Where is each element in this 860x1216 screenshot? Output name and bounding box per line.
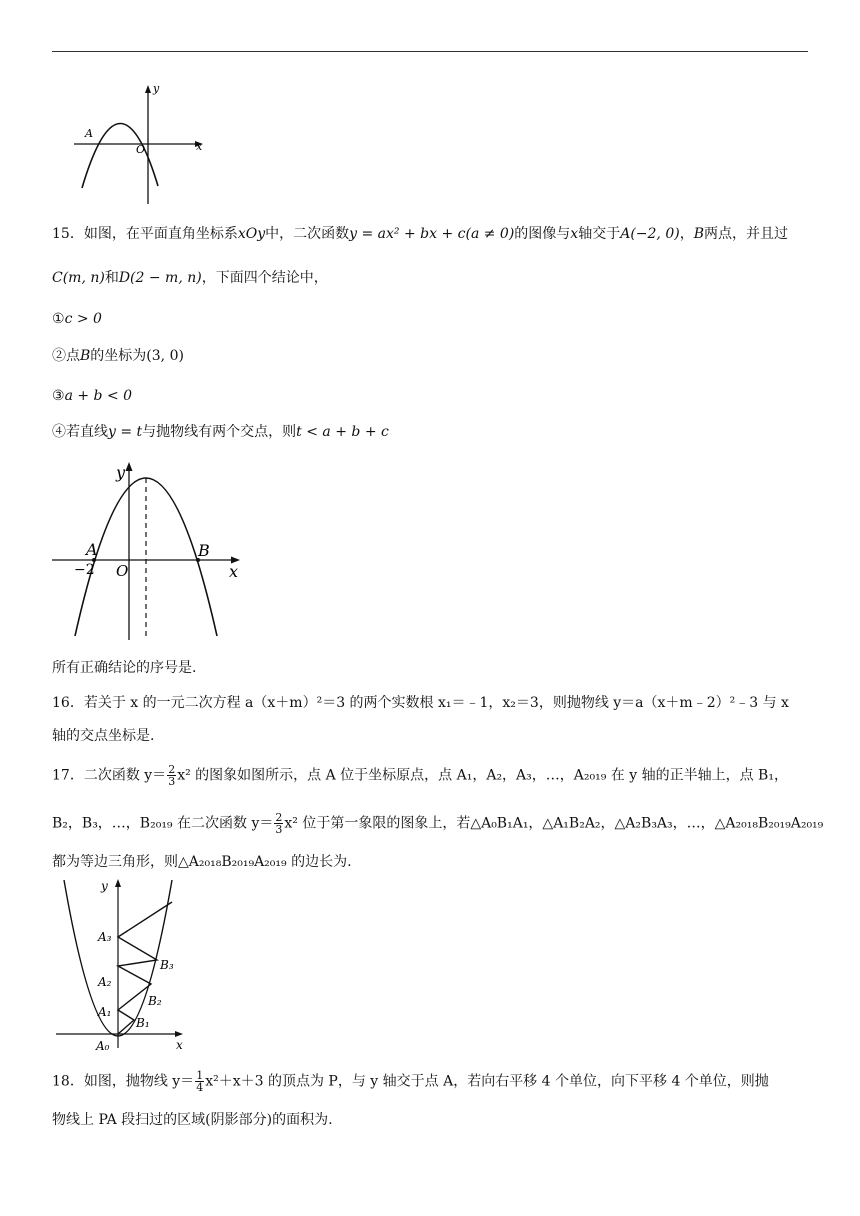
q15-option-2: ②点B的坐标为(3, 0)	[52, 348, 184, 364]
q17-label-b1: B₁	[136, 1016, 150, 1030]
q17-label-b3: B₃	[160, 958, 174, 972]
q16-line1: 16．若关于 x 的一元二次方程 a（x＋m）²＝3 的两个实数根 x₁＝﹣1，x₂＝3，则抛物线 y＝a（x＋m﹣2）²﹣3 与 x	[52, 695, 789, 711]
q15-figure	[50, 458, 250, 644]
q15-option-1: ①c > 0	[52, 311, 102, 327]
q17-label-a2: A₂	[98, 975, 112, 989]
q15-label-x: x	[229, 562, 239, 581]
q15-label-a: A	[86, 540, 98, 559]
q17-fraction-2: $\frac{2}{3}$	[275, 811, 283, 836]
q17-line3: 都为等边三角形，则△A₂₀₁₈B₂₀₁₉A₂₀₁₉ 的边长为.	[52, 854, 352, 870]
q14-label-o: O	[136, 143, 146, 156]
q17-fraction-1: $\frac{2}{3}$	[168, 763, 176, 788]
q17-line2: B₂，B₃，…，B₂₀₁₉ 在二次函数 y＝ $\frac{2}{3}$ x² 位于第一象限的图象上，若△A₀B₁A₁，△A₁B₂A₂，△A₂B₃A₃，…，△A₂₀₁₈B₂₀₁₉A₂₀₁₉	[52, 811, 824, 836]
q15-line1: 15．如图，在平面直角坐标系xOy中，二次函数y = ax² + bx + c(a ≠ 0)的图像与x轴交于A(−2, 0)，B两点，并且过	[52, 226, 788, 242]
q15-option-3: ③a + b < 0	[52, 388, 133, 404]
q15-label-o: O	[116, 562, 129, 580]
q14-label-x: x	[196, 140, 203, 153]
q17-label-a0: A₀	[96, 1039, 110, 1053]
q17-label-b2: B₂	[148, 994, 162, 1008]
q15-label-b: B	[198, 541, 210, 560]
q17-label-y: y	[101, 879, 108, 893]
q17-label-x: x	[176, 1038, 183, 1052]
q15-answer-line: 所有正确结论的序号是.	[52, 660, 197, 676]
q18-line2: 物线上 PA 段扫过的区域(阴影部分)的面积为.	[52, 1112, 333, 1128]
q15-line2: C(m, n)和D(2 − m, n)，下面四个结论中，	[52, 270, 328, 286]
q15-label-neg2: −2	[74, 562, 95, 578]
q17-figure	[52, 872, 202, 1054]
q17-label-a1: A₁	[98, 1005, 112, 1019]
q14-label-y: y	[153, 82, 160, 95]
q18-fraction: $\frac{1}{4}$	[196, 1069, 204, 1094]
q14-parabola	[82, 123, 158, 188]
q17-label-a3: A₃	[98, 930, 112, 944]
q16-line2: 轴的交点坐标是.	[52, 728, 155, 744]
q14-figure	[70, 80, 210, 210]
q15-option-4: ④若直线y = t与抛物线有两个交点，则t < a + b + c	[52, 424, 389, 440]
q14-label-a: A	[85, 127, 93, 140]
q18-line1: 18．如图，抛物线 y＝ $\frac{1}{4}$ x²＋x＋3 的顶点为 P，与 y 轴交于点 A，若向右平移 4 个单位，向下平移 4 个单位，则抛	[52, 1069, 769, 1094]
header-rule	[52, 51, 808, 52]
q15-label-y: y	[116, 463, 126, 482]
q17-line1: 17．二次函数 y＝ $\frac{2}{3}$ x² 的图象如图所示，点 A 位于坐标原点，点 A₁，A₂，A₃，…，A₂₀₁₉ 在 y 轴的正半轴上，点 B₁，	[52, 763, 788, 788]
